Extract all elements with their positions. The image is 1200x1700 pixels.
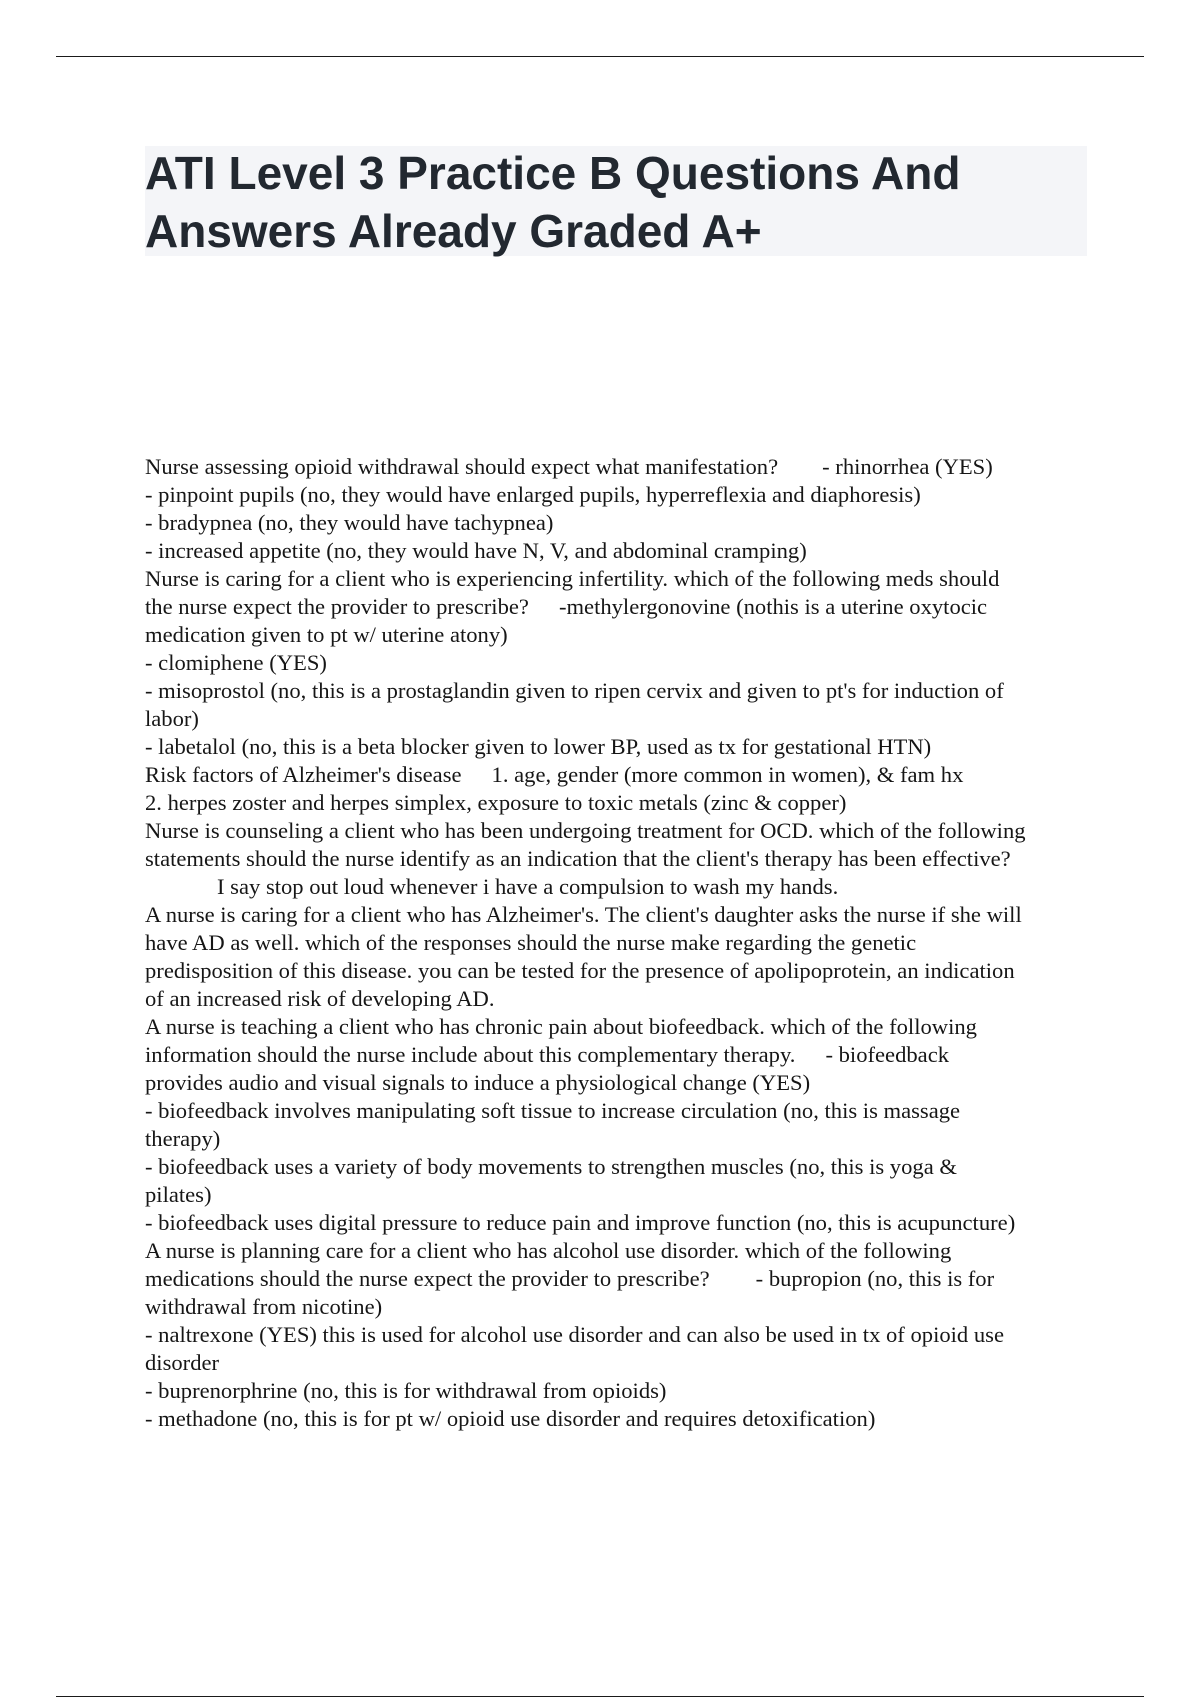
text-line: - methadone (no, this is for pt w/ opioid use disorder and requires detoxification): [145, 1406, 876, 1431]
text-segment: the nurse expect the provider to prescribe?: [145, 594, 529, 619]
text-line: [145, 761, 1095, 789]
text-line: disorder: [145, 1350, 220, 1375]
text-line: - misoprostol (no, this is a prostaglandin given to ripen cervix and given to pt's for induction of: [145, 678, 1004, 703]
text-segment: - bupropion (no, this is for: [755, 1266, 995, 1291]
text-line: - increased appetite (no, they would have N, V, and abdominal cramping): [145, 538, 807, 563]
text-line: provides audio and visual signals to induce a physiological change (YES): [145, 1070, 811, 1095]
title-line-2: Answers Already Graded A+: [145, 205, 762, 257]
text-line: of an increased risk of developing AD.: [145, 986, 495, 1011]
bottom-divider: [56, 1696, 1144, 1697]
document-body: [145, 453, 1095, 1433]
text-line: [145, 1041, 1095, 1069]
text-line: A nurse is caring for a client who has Alzheimer's. The client's daughter asks the nurse if she will: [145, 902, 1022, 927]
title-line-1: ATI Level 3 Practice B Questions And: [145, 147, 961, 199]
text-line: 2. herpes zoster and herpes simplex, exposure to toxic metals (zinc & copper): [145, 790, 847, 815]
text-line: [145, 453, 1095, 481]
text-line: - clomiphene (YES): [145, 650, 327, 675]
text-line: - biofeedback uses digital pressure to reduce pain and improve function (no, this is acupuncture): [145, 1210, 1016, 1235]
text-line: therapy): [145, 1126, 221, 1151]
text-segment: -methylergonovine (nothis is a uterine oxytocic: [558, 594, 988, 619]
text-segment: Risk factors of Alzheimer's disease: [145, 762, 462, 787]
text-line: statements should the nurse identify as an indication that the client's therapy has been effective?: [145, 846, 1011, 871]
text-line: A nurse is teaching a client who has chronic pain about biofeedback. which of the following: [145, 1014, 977, 1039]
text-line: - pinpoint pupils (no, they would have enlarged pupils, hyperreflexia and diaphoresis): [145, 482, 921, 507]
text-line: - buprenorphrine (no, this is for withdrawal from opioids): [145, 1378, 667, 1403]
text-line: [145, 593, 1095, 621]
text-line: withdrawal from nicotine): [145, 1294, 383, 1319]
text-line: [145, 1265, 1095, 1293]
text-line: have AD as well. which of the responses should the nurse make regarding the genetic: [145, 930, 917, 955]
text-line: Nurse is counseling a client who has been undergoing treatment for OCD. which of the following: [145, 818, 1026, 843]
page-title: [145, 144, 1085, 260]
text-line: - biofeedback uses a variety of body movements to strengthen muscles (no, this is yoga &: [145, 1154, 957, 1179]
text-line: A nurse is planning care for a client who has alcohol use disorder. which of the following: [145, 1238, 952, 1263]
text-segment: - rhinorrhea (YES): [822, 454, 993, 479]
text-segment: 1. age, gender (more common in women), & fam hx: [491, 762, 964, 787]
text-line: I say stop out loud whenever i have a compulsion to wash my hands.: [217, 874, 839, 899]
text-segment: - biofeedback: [825, 1042, 950, 1067]
text-line: pilates): [145, 1182, 212, 1207]
text-segment: information should the nurse include about this complementary therapy.: [145, 1042, 796, 1067]
text-line: medication given to pt w/ uterine atony): [145, 622, 508, 647]
text-line: - biofeedback involves manipulating soft tissue to increase circulation (no, this is massage: [145, 1098, 961, 1123]
text-line: - labetalol (no, this is a beta blocker given to lower BP, used as tx for gestational HTN): [145, 734, 932, 759]
text-line: - naltrexone (YES) this is used for alcohol use disorder and can also be used in tx of opioid use: [145, 1322, 1004, 1347]
text-segment: medications should the nurse expect the provider to prescribe?: [145, 1266, 710, 1291]
text-line: labor): [145, 706, 199, 731]
text-segment: Nurse assessing opioid withdrawal should expect what manifestation?: [145, 454, 779, 479]
top-divider: [56, 56, 1144, 57]
text-line: - bradypnea (no, they would have tachypnea): [145, 510, 554, 535]
text-line: predisposition of this disease. you can be tested for the presence of apolipoprotein, an indication: [145, 958, 1015, 983]
text-line: Nurse is caring for a client who is experiencing infertility. which of the following meds should: [145, 566, 1000, 591]
